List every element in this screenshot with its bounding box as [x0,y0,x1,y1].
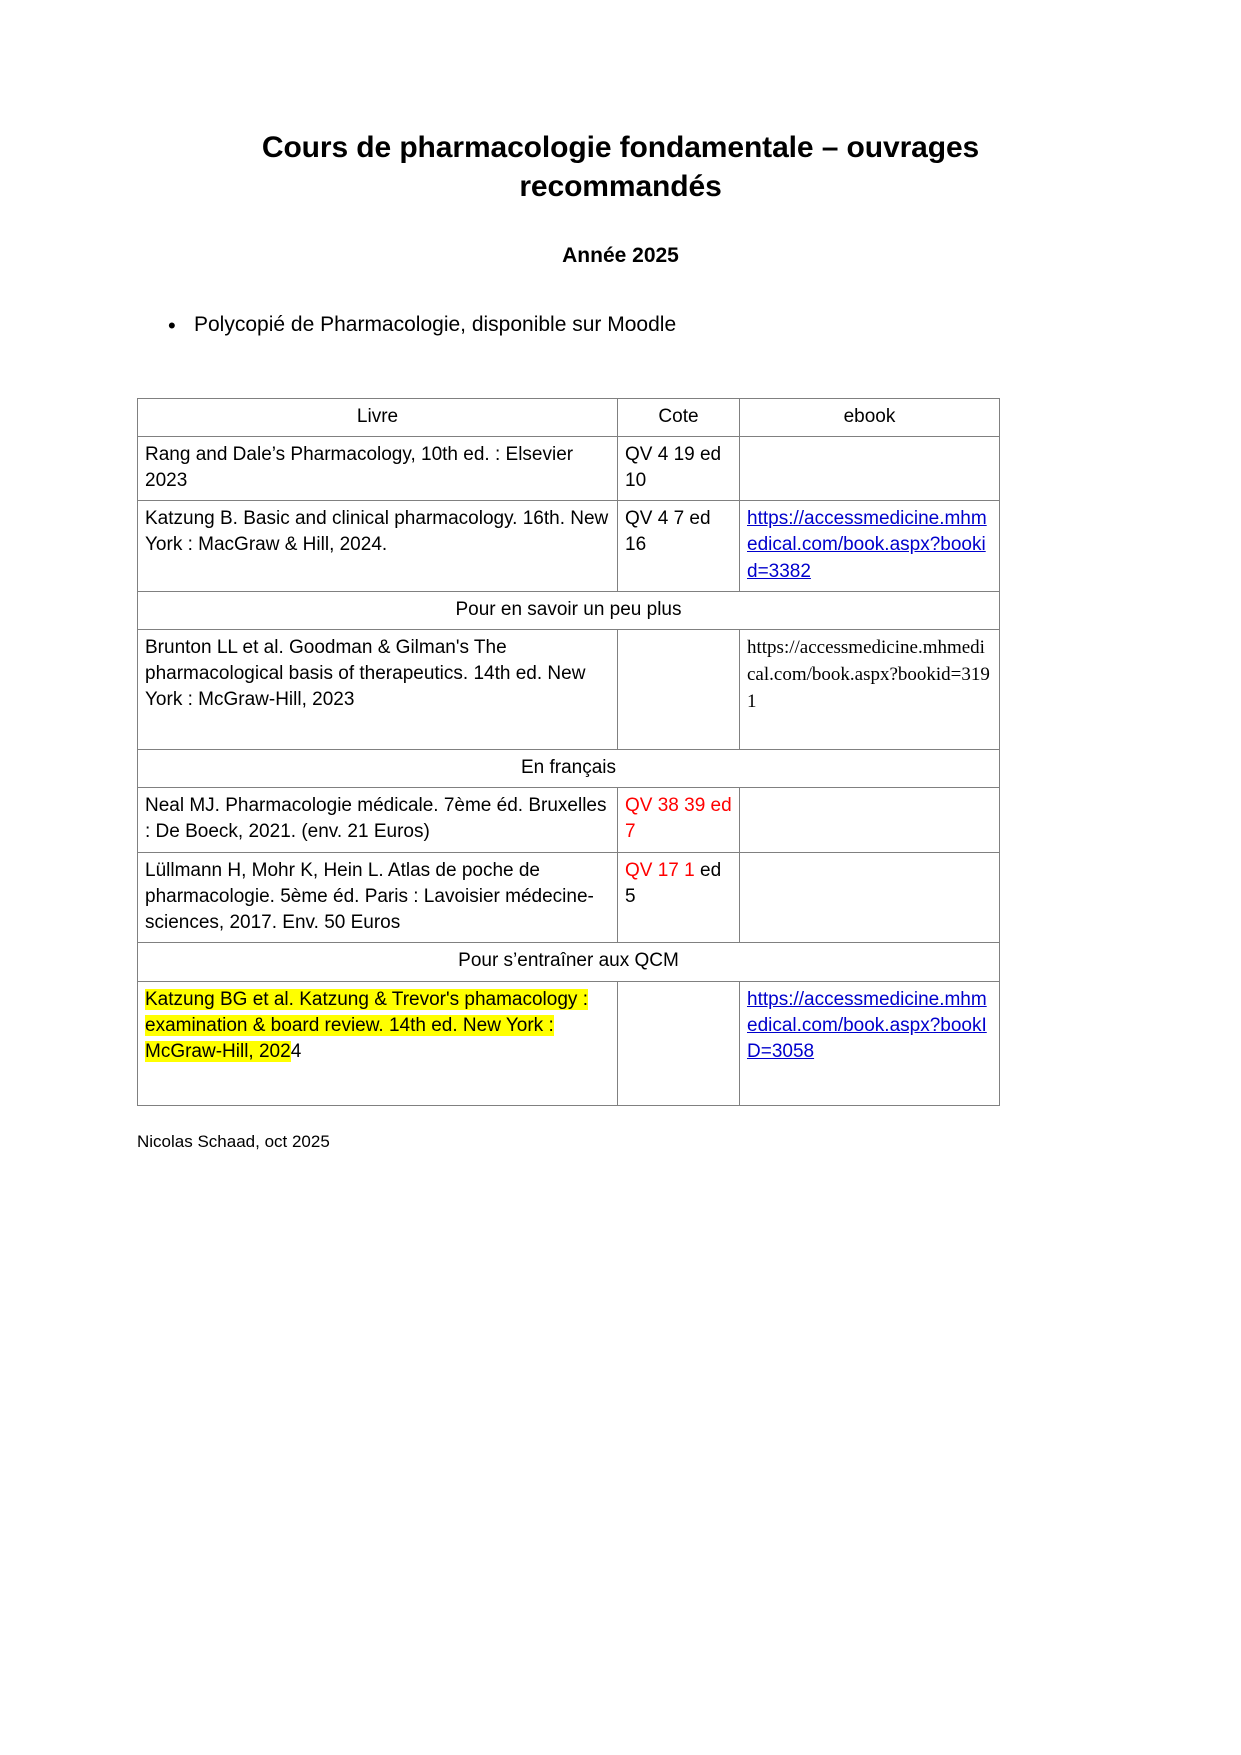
highlighted-text: Katzung BG et al. Katzung & Trevor's phamacology : examination & board review. 14th ed. New York : McGraw-Hill, 202 [145,988,588,1062]
cell-livre: Brunton LL et al. Goodman & Gilman's The pharmacological basis of therapeutics. 14th ed. New York : McGraw-Hill, 2023 [138,630,618,750]
cell-cote [618,852,740,943]
cote-red-part: QV 17 1 [625,859,695,881]
cell-ebook [740,630,1000,750]
cote-black-part: ed 5 [625,859,722,907]
table-section-row [138,750,1000,788]
bullet-point-icon: • [168,313,176,338]
cell-cote: QV 4 7 ed 16 [618,501,740,592]
cell-livre: Lüllmann H, Mohr K, Hein L. Atlas de poche de pharmacologie. 5ème éd. Paris : Lavoisier médecine-sciences, 2017. Env. 50 Euros [138,852,618,943]
cell-livre: Katzung B. Basic and clinical pharmacology. 16th. New York : MacGraw & Hill, 2024. [138,501,618,592]
section-label-en-francais: En français [138,750,1000,788]
table-row [138,852,1000,943]
table-row [138,501,1000,592]
cell-cote [618,630,740,750]
page-title: Cours de pharmacologie fondamentale – ouvrages recommandés [261,131,980,203]
column-header-ebook: ebook [740,398,1000,436]
cell-livre: Neal MJ. Pharmacologie médicale. 7ème éd. Bruxelles : De Boeck, 2021. (env. 21 Euros) [138,788,618,852]
cell-ebook [740,501,1000,592]
table-section-row [138,943,1000,981]
cell-ebook [740,981,1000,1105]
recommended-books-table [137,398,1000,1106]
bullet-list [0,268,1241,340]
table-row [138,788,1000,852]
cell-ebook [740,436,1000,500]
cell-cote: QV 4 19 ed 10 [618,436,740,500]
cell-ebook [740,852,1000,943]
cell-cote: QV 38 39 ed 7 [618,788,740,852]
page-subtitle: Année 2025 [562,244,679,267]
cell-cote [618,981,740,1105]
ebook-link[interactable]: https://accessmedicine.mhmedical.com/book.aspx?bookid=3382 [747,508,987,582]
cell-livre: Rang and Dale’s Pharmacology, 10th ed. : Elsevier 2023 [138,436,618,500]
ebook-link[interactable]: https://accessmedicine.mhmedical.com/book.aspx?bookID=3058 [747,988,987,1062]
cell-ebook [740,788,1000,852]
bullet-item-label: Polycopié de Pharmacologie, disponible sur Moodle [194,313,677,336]
table-header-row [138,398,1000,436]
table-row [138,981,1000,1105]
column-header-cote: Cote [618,398,740,436]
document-footer: Nicolas Schaad, oct 2025 [137,1131,330,1151]
cell-livre [138,981,618,1105]
ebook-url-text: https://accessmedicine.mhmedical.com/book.aspx?bookid=3191 [747,637,990,712]
section-label-pour-en-savoir-un-peu-plus: Pour en savoir un peu plus [138,591,1000,629]
table-row [138,436,1000,500]
table-section-row [138,591,1000,629]
section-label-pour-sentrainer-aux-qcm: Pour s’entraîner aux QCM [138,943,1000,981]
column-header-livre: Livre [138,398,618,436]
list-item [0,312,1241,340]
livre-tail-text: 4 [290,1041,302,1062]
table-row [138,630,1000,750]
